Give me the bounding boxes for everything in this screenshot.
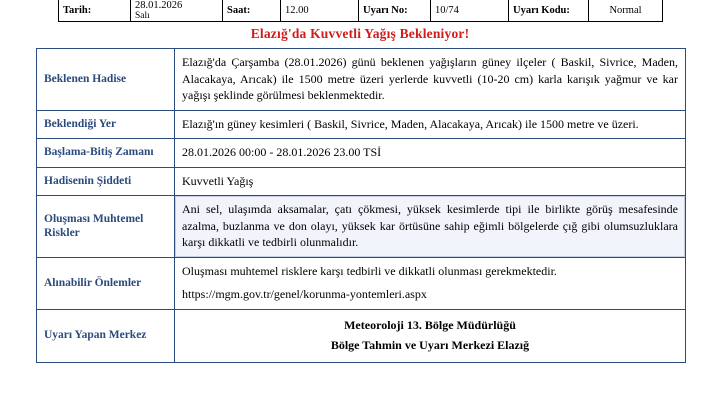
header-info-table <box>58 0 663 22</box>
date-label: Tarih: <box>59 0 131 22</box>
page-title: Elazığ'da Kuvvetli Yağış Bekleniyor! <box>250 26 470 41</box>
row-value-issuing-center <box>175 310 686 363</box>
date-value <box>131 0 223 22</box>
precautions-text: Oluşması muhtemel risklere karşı tedbirli ve dikkatli olunması gerekmektedir. <box>182 263 557 278</box>
table-row <box>59 0 663 22</box>
date-value-text: 28.01.2026 <box>135 0 183 11</box>
warning-number-value: 10/74 <box>431 0 509 22</box>
row-label-issuing-center: Uyarı Yapan Merkez <box>37 310 175 363</box>
row-label-start-end-time: Başlama-Bitiş Zamanı <box>37 139 175 168</box>
row-value-precautions <box>175 257 686 309</box>
row-label-possible-risks: Oluşması Muhtemel Riskler <box>37 196 175 258</box>
row-label-severity: Hadisenin Şiddeti <box>37 167 175 196</box>
row-value-severity: Kuvvetli Yağış <box>175 167 686 196</box>
table-row <box>37 167 686 196</box>
issuing-center-line1: Meteoroloji 13. Bölge Müdürlüğü <box>344 318 516 333</box>
row-label-expected-location: Beklendiği Yer <box>37 110 175 139</box>
row-value-expected-location: Elazığ'ın güney kesimleri ( Baskil, Sivrice, Maden, Alacakaya, Arıcak) ile 1500 metre ve üzeri. <box>175 110 686 139</box>
date-weekday-text: Salı <box>135 10 150 21</box>
table-row <box>37 310 686 363</box>
row-value-expected-event: Elazığ'da Çarşamba (28.01.2026) günü beklenen yağışların güney ilçeler ( Baskil, Sivrice, Maden, Alacakaya, Arıcak) ile 1500 metre üzeri yerlerde kuvvetli (10-20 cm) karla karışık yağmur ve kar yağışı şeklinde görülmesi beklenmektedir. <box>175 49 686 111</box>
row-value-start-end-time: 28.01.2026 00:00 - 28.01.2026 23.00 TSİ <box>175 139 686 168</box>
warning-details-table <box>36 48 686 363</box>
time-label: Saat: <box>223 0 281 22</box>
table-row <box>37 110 686 139</box>
precautions-link[interactable]: https://mgm.gov.tr/genel/korunma-yontemleri.aspx <box>182 287 427 302</box>
row-value-possible-risks: Ani sel, ulaşımda aksamalar, çatı çökmesi, yüksek kesimlerde tipi ile birlikte görüş mesafesinde azalma, buzlanma ve don olayı, yüksek kar örtüsüne sahip eğimli bölgelerde çığ gibi olumsuzluklara karşı dikkatli ve tedbirli olunmalıdır. <box>175 196 686 258</box>
warning-number-label: Uyarı No: <box>359 0 431 22</box>
issuing-center-line2: Bölge Tahmin ve Uyarı Merkezi Elazığ <box>330 338 530 353</box>
row-label-expected-event: Beklenen Hadise <box>37 49 175 111</box>
table-row <box>37 139 686 168</box>
warning-code-label: Uyarı Kodu: <box>509 0 589 22</box>
table-row <box>37 49 686 111</box>
warning-code-value: Normal <box>589 0 663 22</box>
table-row <box>37 257 686 309</box>
row-label-precautions: Alınabilir Önlemler <box>37 257 175 309</box>
time-value: 12.00 <box>281 0 359 22</box>
table-row <box>37 196 686 258</box>
